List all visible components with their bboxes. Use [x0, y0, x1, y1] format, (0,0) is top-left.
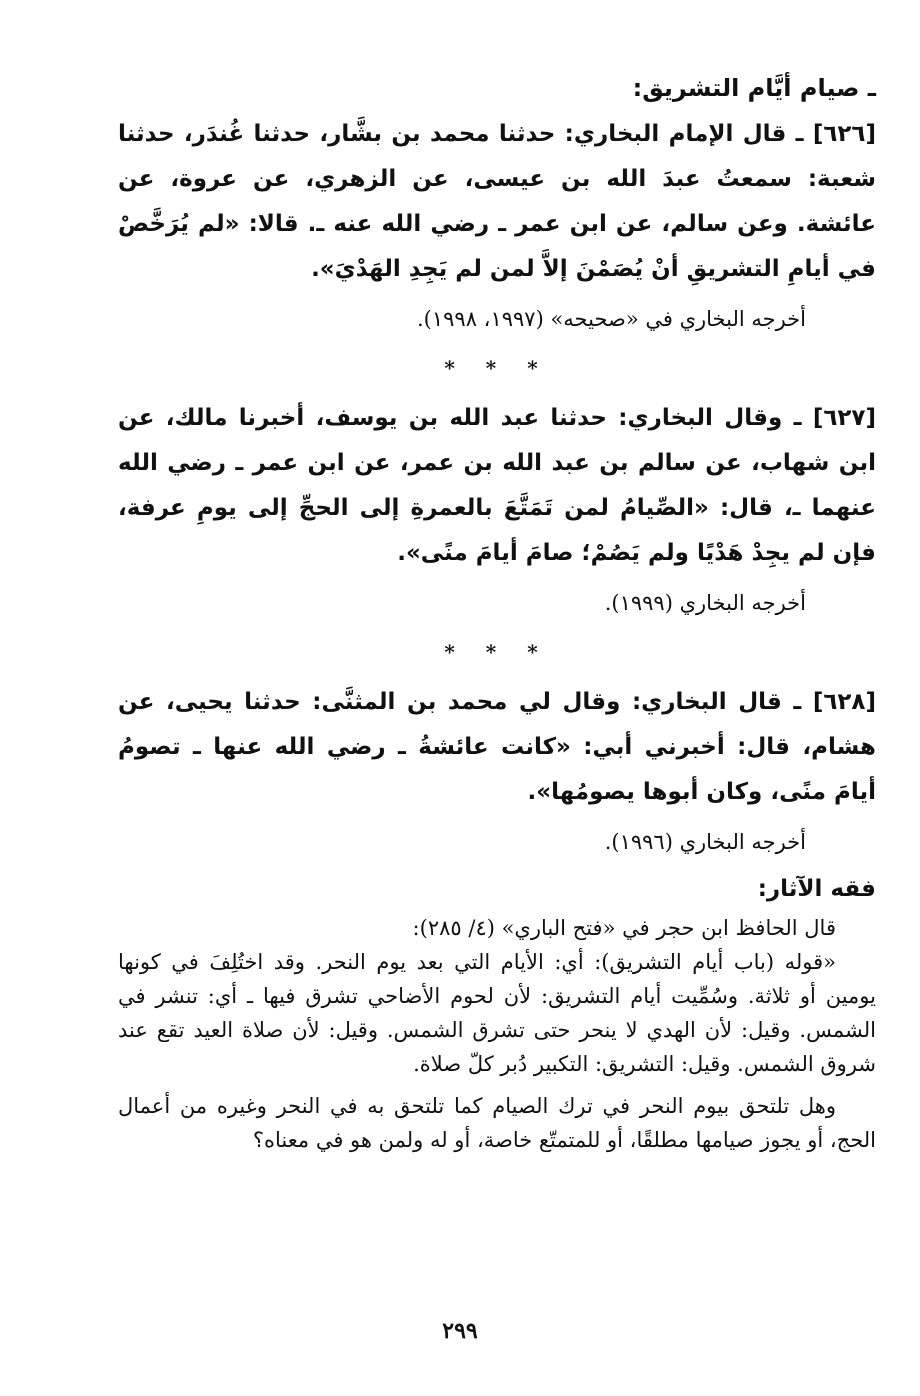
page-content [118, 68, 876, 1157]
takhrij-628: أخرجه البخاري (١٩٩٦). [604, 830, 806, 854]
section-separator: * * * [444, 640, 550, 664]
hadith-627: [٦٢٧] ـ وقال البخاري: حدثنا عبد الله بن يوسف، أخبرنا مالك، عن ابن شهاب، عن سالم بن عبد الله بن عمر، عن ابن عمر ـ رضي الله عنهما ـ، قال: «الصِّيامُ لمن تَمَتَّعَ بالعمرةِ إلى الحجِّ إلى يومِ عرفة، فإن لم يجِدْ هَدْيًا ولم يَصُمْ؛ صامَ أيامَ منًى». [118, 405, 876, 566]
page-number: ٢٩٩ [442, 1318, 478, 1344]
fiqh-intro: قال الحافظ ابن حجر في «فتح الباري» (٤/ ٢٨٥): [412, 916, 836, 940]
fiqh-quote: «قوله (باب أيام التشريق): أي: الأيام التي بعد يوم النحر. وقد اختُلِفَ في كونها يومين أو ثلاثة. وسُمِّيت أيام التشريق: لأن لحوم الأضاحي تشرق فيها ـ أي: تنشر في الشمس. وقيل: لأن الهدي لا ينحر حتى تشرق الشمس. وقيل: لأن صلاة العيد تقع عند شروق الشمس. وقيل: التشريق: التكبير دُبر كلّ صلاة. [118, 950, 876, 1076]
hadith-626: [٦٢٦] ـ قال الإمام البخاري: حدثنا محمد بن بشَّار، حدثنا غُندَر، حدثنا شعبة: سمعتُ عبدَ الله بن عيسى، عن الزهري، عن عروة، عن عائشة. وعن سالم، عن ابن عمر ـ رضي الله عنه ـ. قالا: «لم يُرَخَّصْ في أيامِ التشريقِ أنْ يُصَمْنَ إلاَّ لمن لم يَجِدِ الهَدْيَ». [118, 121, 876, 282]
fiqh-question: وهل تلتحق بيوم النحر في ترك الصيام كما تلتحق به في النحر وغيره من أعمال الحج، أو يجوز صيامها مطلقًا، أو للمتمتّع خاصة، أو له ولمن هو في معناه؟ [118, 1094, 876, 1152]
hadith-628: [٦٢٨] ـ قال البخاري: وقال لي محمد بن المثنَّى: حدثنا يحيى، عن هشام، قال: أخبرني أبي: «كانت عائشةُ ـ رضي الله عنها ـ تصومُ أيامَ منًى، وكان أبوها يصومُها». [118, 689, 876, 805]
fiqh-title: فقه الآثار: [757, 876, 876, 902]
section-separator: * * * [444, 356, 550, 380]
section-heading: ـ صيام أيَّام التشريق: [632, 74, 876, 102]
takhrij-626: أخرجه البخاري في «صحيحه» (١٩٩٧، ١٩٩٨). [417, 307, 806, 331]
takhrij-627: أخرجه البخاري (١٩٩٩). [604, 591, 806, 615]
